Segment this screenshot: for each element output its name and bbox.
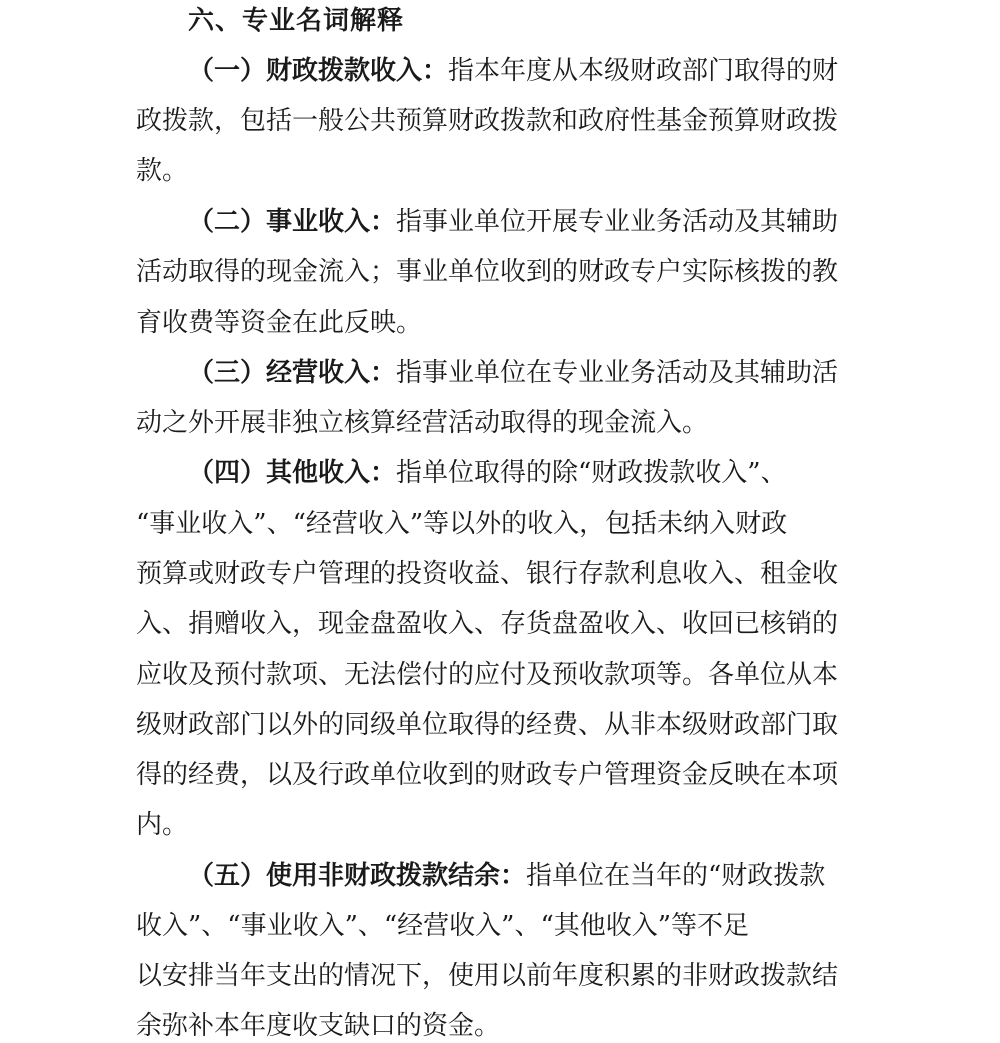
paragraph-5-line-2: 收入”、“事业收入”、“经营收入”、“其他收入”等不足 (136, 911, 750, 941)
section-heading: 六、专业名词解释 (188, 6, 405, 36)
term-other-income: （四）其他收入： (188, 458, 397, 488)
paragraph-5-line-3: 以安排当年支出的情况下，使用以前年度积累的非财政拨款结 (136, 961, 839, 991)
paragraph-4-line-4: 入、捐赠收入，现金盘盈收入、存货盘盈收入、收回已核销的 (136, 609, 839, 639)
paragraph-1-line-3: 款。 (136, 156, 189, 186)
paragraph-3-line-2: 动之外开展非独立核算经营活动取得的现金流入。 (136, 408, 709, 438)
term-operating-income: （三）经营收入： (188, 358, 397, 388)
paragraph-4-line-6: 级财政部门以外的同级单位取得的经费、从非本级财政部门取 (136, 710, 839, 740)
paragraph-4-line-2: “事业收入”、“经营收入”等以外的收入，包括未纳入财政 (136, 509, 788, 539)
paragraph-1-line-2: 政拨款，包括一般公共预算财政拨款和政府性基金预算财政拨 (136, 106, 839, 136)
paragraph-4-text-1: 指单位取得的除“财政拨款收入”、 (396, 458, 787, 488)
paragraph-2-line-3: 育收费等资金在此反映。 (136, 308, 423, 338)
paragraph-2-text-1: 指事业单位开展专业业务活动及其辅助 (396, 207, 839, 237)
paragraph-5-text-1: 指单位在当年的“财政拨款 (526, 861, 826, 891)
paragraph-4-line-8: 内。 (136, 810, 189, 840)
paragraph-1-text-1: 指本年度从本级财政部门取得的财 (448, 56, 839, 86)
paragraph-5-line-4: 余弥补本年度收支缺口的资金。 (136, 1011, 501, 1041)
paragraph-2-line-1 (188, 205, 838, 239)
paragraph-4-line-5: 应收及预付款项、无法偿付的应付及预收款项等。各单位从本 (136, 660, 839, 690)
paragraph-3-text-1: 指事业单位在专业业务活动及其辅助活 (396, 358, 839, 388)
term-non-fiscal-balance-usage: （五）使用非财政拨款结余： (188, 861, 527, 891)
paragraph-4-line-3: 预算或财政专户管理的投资收益、银行存款利息收入、租金收 (136, 559, 839, 589)
paragraph-4-line-1 (188, 456, 787, 490)
term-fiscal-appropriation-income: （一）财政拨款收入： (188, 56, 449, 86)
paragraph-5-line-1 (188, 859, 825, 893)
paragraph-4-line-7: 得的经费，以及行政单位收到的财政专户管理资金反映在本项 (136, 760, 839, 790)
paragraph-3-line-1 (188, 356, 838, 390)
paragraph-1-line-1 (188, 54, 838, 88)
paragraph-2-line-2: 活动取得的现金流入；事业单位收到的财政专户实际核拨的教 (136, 257, 839, 287)
term-business-income: （二）事业收入： (188, 207, 397, 237)
